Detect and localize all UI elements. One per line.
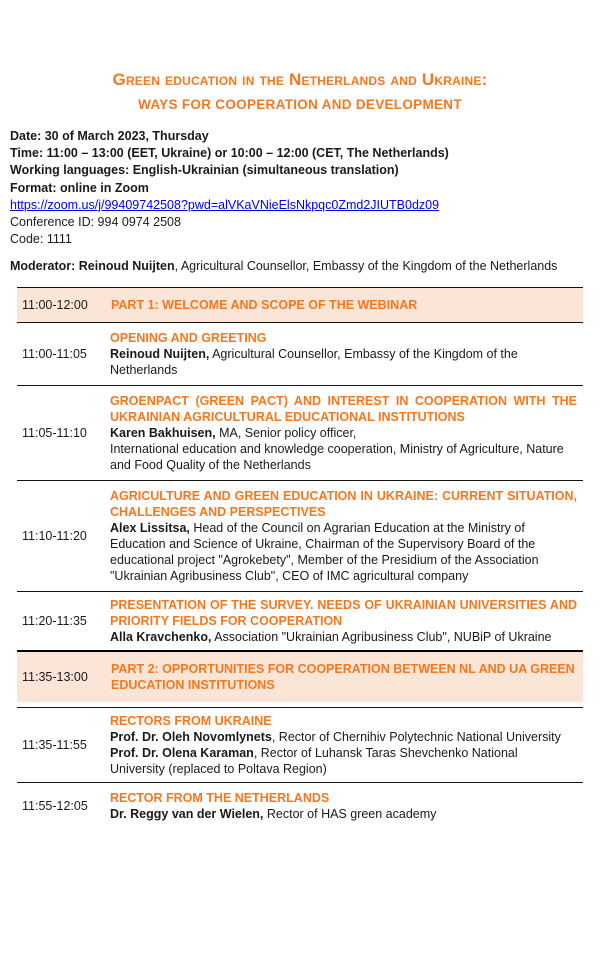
session-detail-line [110, 441, 577, 473]
speaker-role: Agricultural Counsellor, Embassy of the Kingdom of the Netherlands [110, 347, 518, 378]
agenda-row [17, 592, 583, 650]
session-content [105, 323, 583, 385]
time-slot: 11:10-11:20 [22, 529, 87, 544]
session-heading: RECTOR FROM THE NETHERLANDS [110, 791, 330, 806]
session-detail-line [110, 761, 577, 777]
speaker-role: Head of the Council on Agrarian Education at the Ministry of Education and Science of Ukraine, Chairman of the Supervisory Board of the educational project "Agrokebety", Member of the Presidium of the Association "Ukrainian Agribusiness Club", CEO of IMC agricultural company [110, 521, 539, 584]
moderator-line [10, 258, 590, 275]
date-line: Date: 30 of March 2023, Thursday [10, 129, 209, 143]
session-content [105, 592, 583, 650]
time-slot: 11:00-12:00 [22, 298, 88, 313]
time-slot: 11:20-11:35 [22, 614, 87, 629]
session-content [105, 652, 583, 702]
session-content [105, 708, 583, 782]
agenda-row [17, 783, 583, 829]
agenda-row [17, 323, 583, 386]
speaker-role: University (replaced to Poltava Region) [110, 762, 327, 777]
conference-id-line: Conference ID: 994 0974 2508 [10, 215, 181, 230]
agenda-row [17, 481, 583, 592]
agenda-table [17, 287, 583, 829]
session-heading: PART 2: OPPORTUNITIES FOR COOPERATION BETWEEN NL AND UA GREEN EDUCATION INSTITUTIONS [111, 662, 575, 693]
zoom-link[interactable]: https://zoom.us/j/99409742508?pwd=alVKaVNieElsNkpqc0Zmd2JIUTB0dz09 [10, 197, 440, 212]
session-detail-line [110, 729, 577, 745]
session-detail-line [110, 346, 577, 378]
speaker-name: Prof. Dr. Olena Karaman [110, 746, 254, 761]
speaker-name: Karen Bakhuisen, [110, 426, 216, 441]
speaker-role: International education and knowledge cooperation, Ministry of Agriculture, Nature and Food Quality of the Netherlands [110, 442, 564, 473]
time-slot: 11:55-12:05 [22, 799, 88, 814]
session-heading: GROENPACT (GREEN PACT) AND INTEREST IN COOPERATION WITH THE UKRAINIAN AGRICULTURAL EDUCATIONAL INSTITUTIONS [110, 394, 577, 425]
speaker-name: Prof. Dr. Oleh Novomlynets [110, 730, 272, 745]
session-content [105, 481, 583, 591]
session-content [105, 288, 583, 322]
event-info-block [10, 128, 590, 248]
session-detail-line [110, 806, 577, 822]
speaker-role: Association "Ukrainian Agribusiness Club", NUBiP of Ukraine [211, 630, 552, 645]
session-detail-line [110, 425, 577, 441]
title-line-1: Green education in the Netherlands and Ukraine: [112, 70, 488, 89]
webinar-agenda-document [0, 70, 600, 970]
time-slot: 11:00-11:05 [22, 347, 87, 362]
time-slot: 11:05-11:10 [22, 426, 87, 441]
page-title [10, 70, 590, 113]
speaker-name: Dr. Reggy van der Wielen, [110, 807, 264, 822]
moderator-name: Moderator: Reinoud Nuijten [10, 259, 175, 274]
format-line: Format: online in Zoom [10, 180, 149, 195]
time-line: Time: 11:00 – 13:00 (EET, Ukraine) or 10:00 – 12:00 (CET, The Netherlands) [10, 146, 449, 161]
moderator-role: , Agricultural Counsellor, Embassy of the Kingdom of the Netherlands [174, 259, 558, 274]
session-heading: PART 1: WELCOME AND SCOPE OF THE WEBINAR [111, 298, 418, 313]
session-detail-line [110, 520, 577, 584]
agenda-row [17, 386, 583, 481]
speaker-name: Reinoud Nuijten, [110, 347, 210, 362]
agenda-row [17, 288, 583, 323]
session-heading: OPENING AND GREETING [110, 331, 267, 346]
code-line: Code: 1111 [10, 232, 72, 247]
session-content [105, 386, 583, 480]
agenda-row [17, 650, 583, 702]
session-content [105, 783, 583, 829]
session-detail-line [110, 629, 577, 645]
session-heading: PRESENTATION OF THE SURVEY. NEEDS OF UKRAINIAN UNIVERSITIES AND PRIORITY FIELDS FOR COOPERATION [110, 598, 577, 629]
session-heading: AGRICULTURE AND GREEN EDUCATION IN UKRAINE: CURRENT SITUATION, CHALLENGES AND PERSPECTIVES [110, 489, 577, 520]
speaker-role: Rector of HAS green academy [263, 807, 437, 822]
time-slot: 11:35-13:00 [22, 670, 88, 685]
session-detail-line [110, 745, 577, 761]
speaker-role: MA, Senior policy officer, [215, 426, 357, 441]
title-line-2: WAYS FOR COOPERATION AND DEVELOPMENT [138, 97, 462, 112]
languages-line: Working languages: English-Ukrainian (simultaneous translation) [10, 163, 399, 178]
agenda-row [17, 708, 583, 783]
session-heading: RECTORS FROM UKRAINE [110, 714, 272, 729]
speaker-role: , Rector of Chernihiv Polytechnic National University [271, 730, 561, 745]
speaker-role: , Rector of Luhansk Taras Shevchenko National [253, 746, 518, 761]
speaker-name: Alex Lissitsa, [110, 521, 190, 536]
speaker-name: Alla Kravchenko, [110, 630, 212, 645]
time-slot: 11:35-11:55 [22, 738, 87, 753]
